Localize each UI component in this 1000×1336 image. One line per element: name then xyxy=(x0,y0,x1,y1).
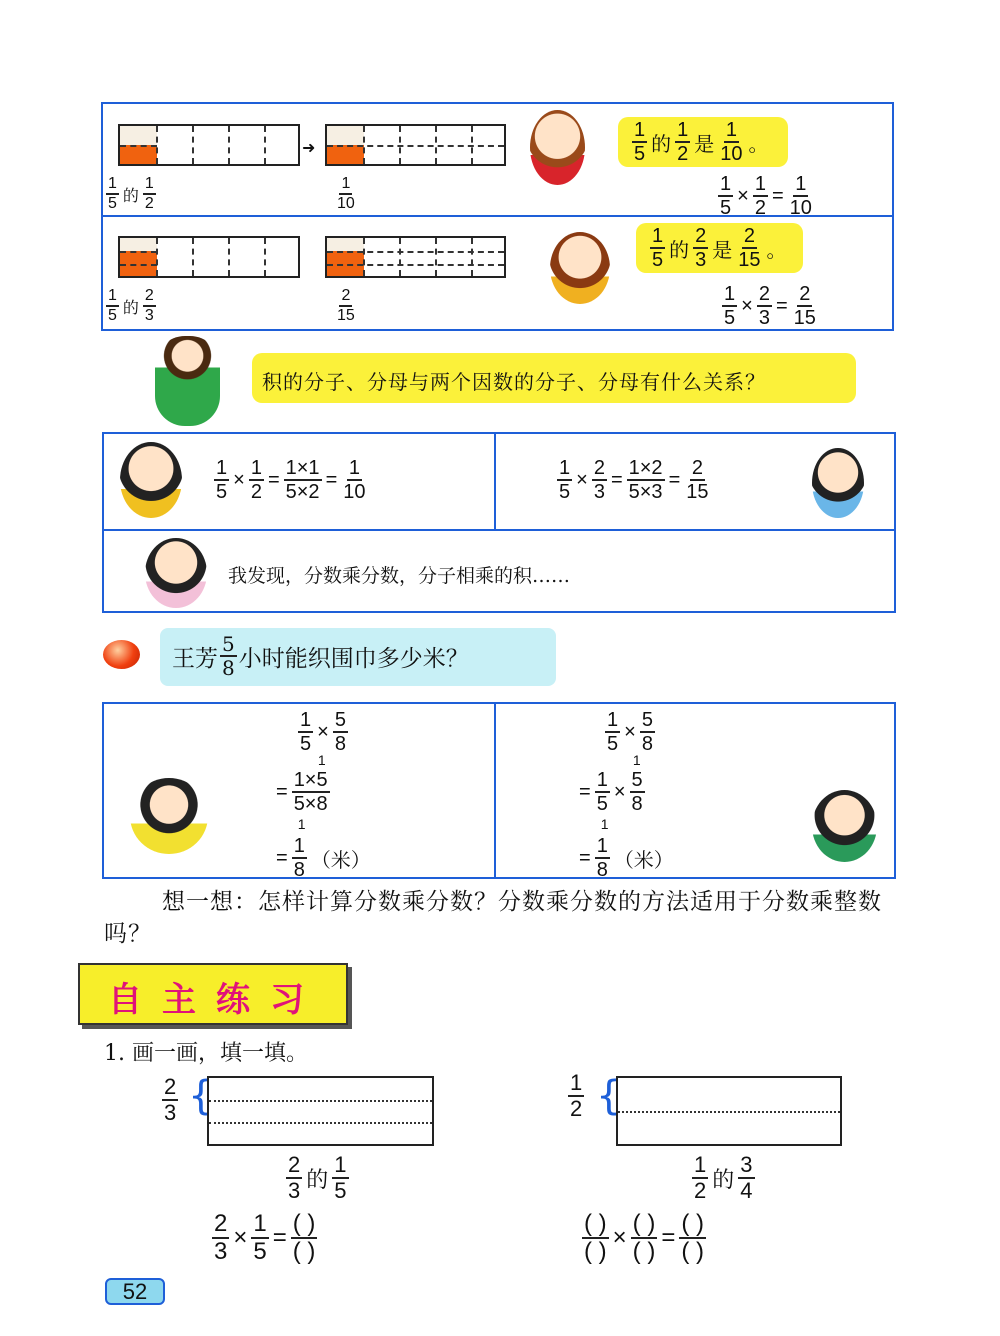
numerator: 1 xyxy=(106,288,119,307)
divider xyxy=(494,432,496,531)
expression-token: 是 xyxy=(712,239,733,262)
denominator: ( ) xyxy=(584,1238,607,1265)
equation xyxy=(720,284,820,328)
red-ball-icon xyxy=(103,640,140,669)
numerator: 1 xyxy=(652,225,664,247)
exercise-equation[interactable] xyxy=(580,1212,708,1264)
numerator: 5 xyxy=(334,709,346,731)
fraction xyxy=(298,710,313,754)
fraction xyxy=(292,752,330,832)
fraction xyxy=(214,458,229,502)
problem-text xyxy=(172,634,469,678)
numerator: 1 xyxy=(724,283,736,305)
expression-token: = xyxy=(771,184,784,207)
expression-token: = xyxy=(661,1224,676,1251)
girl-figure xyxy=(145,538,207,608)
denominator: 5 xyxy=(300,733,312,755)
denominator: 8 xyxy=(222,656,235,680)
fraction xyxy=(718,174,733,218)
denominator: 5 xyxy=(652,249,664,271)
numerator: 2 xyxy=(758,283,770,305)
expression-token: 的 xyxy=(669,239,690,262)
denominator: 3 xyxy=(758,307,770,329)
numerator: 1 xyxy=(106,176,119,195)
fraction xyxy=(284,458,322,502)
numerator: 1 xyxy=(725,119,737,141)
solution-step xyxy=(274,836,373,880)
boy-figure xyxy=(530,110,585,185)
fraction xyxy=(738,1154,754,1202)
girl-figure xyxy=(120,442,182,518)
fraction xyxy=(335,288,357,324)
numerator: 2 xyxy=(339,288,352,307)
numerator: 2 xyxy=(288,1152,301,1177)
denominator: 10 xyxy=(337,195,355,212)
expression-token: × xyxy=(613,780,626,803)
fraction xyxy=(630,752,645,815)
brace-fraction xyxy=(566,1072,586,1120)
denominator: 8 xyxy=(641,733,653,755)
expression-token: = xyxy=(775,294,788,317)
fraction-bar-fifths xyxy=(118,124,300,166)
denominator: 2 xyxy=(677,143,689,165)
fraction xyxy=(106,288,119,324)
numerator: ( ) xyxy=(584,1210,607,1237)
fraction xyxy=(335,176,357,212)
page-number: 52 xyxy=(105,1278,165,1305)
solutions-box xyxy=(102,702,896,879)
denominator: 5 xyxy=(334,1178,347,1203)
fraction xyxy=(162,1076,178,1124)
expression-token: = xyxy=(325,468,338,491)
denominator: 3 xyxy=(144,307,154,324)
expression-token: × xyxy=(737,184,749,207)
numerator: 1 xyxy=(754,173,766,195)
fraction xyxy=(693,226,708,270)
denominator: 5 xyxy=(596,793,608,815)
expression-token: 的 xyxy=(712,1166,735,1192)
exercise-label xyxy=(284,1154,351,1202)
numerator: 1 xyxy=(634,119,646,141)
numerator: 2 xyxy=(691,457,703,479)
denominator: 3 xyxy=(695,249,707,271)
exercise-label xyxy=(690,1154,757,1202)
denominator: 2 xyxy=(144,195,154,212)
solution-step xyxy=(603,710,657,754)
numerator: 2 xyxy=(214,1210,228,1237)
teacher-question: 积的分子、分母与两个因数的分子、分母有什么关系？ xyxy=(262,370,766,394)
expression-token: = xyxy=(272,1224,287,1251)
fraction xyxy=(220,634,237,678)
numerator: 5 xyxy=(641,709,653,731)
numerator: 1 xyxy=(216,457,228,479)
expression-token: × xyxy=(624,720,636,743)
question-1: 1. 画一画，填一填。 xyxy=(104,1041,308,1066)
numerator: 1 xyxy=(795,173,807,195)
divider xyxy=(494,702,496,879)
problem-fraction xyxy=(218,634,239,678)
fraction xyxy=(592,458,607,502)
denominator: 15 xyxy=(337,307,355,324)
fraction xyxy=(718,120,744,164)
expression-token: = xyxy=(579,846,591,869)
girl-figure xyxy=(812,790,877,862)
brace-icon: { xyxy=(188,1073,214,1119)
expression-token: × xyxy=(317,720,329,743)
denominator: 8 xyxy=(334,733,346,755)
fraction xyxy=(286,1154,302,1202)
exercise-equation[interactable] xyxy=(210,1212,319,1264)
numerator: 2 xyxy=(143,288,156,307)
arrow-icon: ➜ xyxy=(302,138,316,157)
fraction xyxy=(212,1212,229,1264)
fraction xyxy=(557,458,572,502)
denominator: 2 xyxy=(694,1178,707,1203)
expression-token: 的 xyxy=(122,299,139,317)
fraction xyxy=(568,1072,584,1120)
problem-text-before: 王芳 xyxy=(172,645,218,672)
denominator: ( ) xyxy=(292,1238,316,1265)
denominator: 15 xyxy=(738,249,761,271)
bubble-text xyxy=(648,226,789,270)
fraction xyxy=(143,176,156,212)
fraction xyxy=(736,226,762,270)
boy-figure xyxy=(130,778,208,854)
numerator: 2 xyxy=(164,1074,177,1099)
numerator: 2 xyxy=(695,225,707,247)
solution-step xyxy=(577,752,647,832)
denominator: 5×8 xyxy=(293,793,328,815)
denominator: ( ) xyxy=(632,1238,656,1265)
expression-token: × xyxy=(612,1224,627,1251)
expression-token: 是 xyxy=(694,133,715,156)
solution-step xyxy=(274,752,332,832)
numerator: 1 xyxy=(720,173,732,195)
fraction xyxy=(341,458,367,502)
fraction xyxy=(249,458,264,502)
cancel-result-top: 1 xyxy=(632,752,641,768)
expression-token: = xyxy=(276,780,288,803)
fraction xyxy=(792,284,818,328)
fraction-bar-fifteenths xyxy=(325,236,506,278)
numerator: 1 xyxy=(339,176,352,195)
numerator: 1 xyxy=(596,769,608,791)
equation xyxy=(212,458,370,502)
fraction xyxy=(684,458,710,502)
fraction xyxy=(650,226,665,270)
brace-icon: { xyxy=(596,1073,622,1119)
denominator: 3 xyxy=(593,481,605,503)
expression-token: × xyxy=(741,294,753,317)
solution-step xyxy=(296,710,350,754)
expression-token: = xyxy=(668,468,681,491)
fraction xyxy=(292,836,307,880)
fraction xyxy=(757,284,772,328)
denominator: 3 xyxy=(214,1238,228,1265)
numerator: 5 xyxy=(631,769,643,791)
numerator: 1 xyxy=(607,709,619,731)
numerator: 1×5 xyxy=(293,769,328,791)
denominator: 4 xyxy=(740,1178,753,1203)
denominator: 3 xyxy=(164,1100,177,1125)
boy-figure xyxy=(812,448,864,518)
fraction-bar-fifths xyxy=(118,236,300,278)
divider xyxy=(102,529,896,531)
denominator: 8 xyxy=(293,859,305,881)
fraction xyxy=(595,769,610,832)
expression-token: × xyxy=(576,468,588,491)
denominator: 3 xyxy=(288,1178,301,1203)
numerator: 1 xyxy=(300,709,312,731)
expression-token: 。 xyxy=(766,239,787,262)
denominator: 10 xyxy=(343,481,366,503)
numerator: 1 xyxy=(570,1070,583,1095)
denominator: 5 xyxy=(634,143,646,165)
practice-banner-title: 自主练习 xyxy=(108,980,324,1020)
fraction xyxy=(640,710,655,754)
expression-token: 的 xyxy=(306,1166,329,1192)
numerator: 1 xyxy=(250,457,262,479)
cancel-result-bottom: 1 xyxy=(297,816,306,832)
fraction xyxy=(788,174,814,218)
fraction xyxy=(631,1212,658,1264)
denominator: 5 xyxy=(559,481,571,503)
denominator: 15 xyxy=(793,307,816,329)
denominator: 2 xyxy=(250,481,262,503)
bar-label xyxy=(104,288,158,324)
numerator: 1 xyxy=(143,176,156,195)
fraction xyxy=(143,288,156,324)
fraction-bar-tenths xyxy=(325,124,506,166)
denominator: 5 xyxy=(216,481,228,503)
denominator: 5 xyxy=(607,733,619,755)
numerator: 2 xyxy=(593,457,605,479)
drawing-rectangle[interactable] xyxy=(207,1076,434,1146)
fraction xyxy=(722,284,737,328)
fraction xyxy=(251,1212,268,1264)
expression-token: 。 xyxy=(748,133,769,156)
numerator: 1 xyxy=(334,1152,347,1177)
fraction xyxy=(692,1154,708,1202)
expression-token: （米） xyxy=(310,849,371,872)
girl-figure xyxy=(550,232,610,304)
fraction xyxy=(332,1154,348,1202)
expression-token: = xyxy=(276,846,288,869)
numerator: ( ) xyxy=(632,1210,656,1237)
denominator: 5 xyxy=(253,1238,267,1265)
denominator: 5 xyxy=(108,195,117,212)
numerator: 1 xyxy=(559,457,571,479)
result-label xyxy=(333,288,359,324)
cancel-result-top: 1 xyxy=(317,752,326,768)
fraction xyxy=(106,176,119,212)
fraction xyxy=(291,1212,318,1264)
fraction xyxy=(627,458,665,502)
denominator: 5 xyxy=(108,307,117,324)
solution-step xyxy=(577,836,676,880)
fraction xyxy=(595,836,610,880)
denominator: 8 xyxy=(596,859,608,881)
expression-token: = xyxy=(267,468,280,491)
problem-text-after: 小时能织围巾多少米？ xyxy=(238,645,469,672)
discovery-text: 我发现，分数乘分数，分子相乘的积…… xyxy=(228,565,571,587)
denominator: 10 xyxy=(720,143,743,165)
numerator: 1×1 xyxy=(285,457,320,479)
expression-token: = xyxy=(610,468,623,491)
expression-token: 的 xyxy=(122,187,139,205)
drawing-rectangle[interactable] xyxy=(616,1076,842,1146)
denominator: 5 xyxy=(720,197,732,219)
cancel-result-bottom: 1 xyxy=(600,816,609,832)
fraction xyxy=(753,174,768,218)
expression-token: × xyxy=(233,468,245,491)
equation xyxy=(716,174,816,218)
denominator: 2 xyxy=(570,1096,583,1121)
brace-fraction xyxy=(160,1076,180,1124)
numerator: ( ) xyxy=(681,1210,704,1237)
denominator: 5×2 xyxy=(285,481,320,503)
fraction xyxy=(582,1212,609,1264)
teacher-figure xyxy=(155,336,220,426)
numerator: 1 xyxy=(694,1152,707,1177)
fraction xyxy=(632,120,647,164)
denominator: 10 xyxy=(789,197,812,219)
numerator: 1 xyxy=(293,835,305,857)
expression-token: = xyxy=(579,780,591,803)
numerator: 1 xyxy=(253,1210,267,1237)
denominator: 15 xyxy=(686,481,709,503)
denominator: ( ) xyxy=(681,1238,704,1265)
numerator: 1 xyxy=(596,835,608,857)
equation xyxy=(555,458,713,502)
expression-token: 的 xyxy=(651,133,672,156)
numerator: 1×2 xyxy=(628,457,663,479)
denominator: 8 xyxy=(631,793,643,815)
bubble-text xyxy=(630,120,771,164)
bar-label xyxy=(104,176,158,212)
numerator: 2 xyxy=(743,225,755,247)
numerator: 1 xyxy=(677,119,689,141)
numerator: 3 xyxy=(740,1152,753,1177)
expression-token: × xyxy=(233,1224,248,1251)
numerator: 5 xyxy=(222,632,235,656)
think-question: 想一想：怎样计算分数乘分数？分数乘分数的方法适用于分数乘整数吗？ xyxy=(104,889,882,947)
fraction xyxy=(675,120,690,164)
numerator: 2 xyxy=(799,283,811,305)
fraction xyxy=(679,1212,706,1264)
expression-token: （米） xyxy=(613,849,674,872)
result-label xyxy=(333,176,359,212)
denominator: 5 xyxy=(724,307,736,329)
fraction xyxy=(605,710,620,754)
denominator: 2 xyxy=(754,197,766,219)
denominator: 5×3 xyxy=(628,481,663,503)
numerator: ( ) xyxy=(292,1210,316,1237)
fraction xyxy=(333,710,348,754)
numerator: 1 xyxy=(348,457,360,479)
